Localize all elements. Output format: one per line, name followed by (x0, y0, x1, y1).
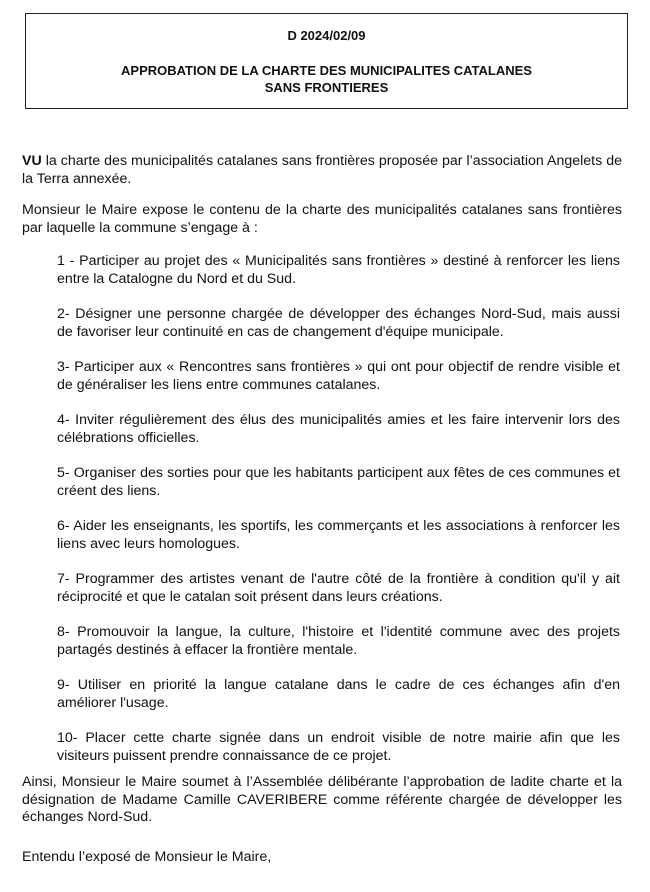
commitment-item: 10- Placer cette charte signée dans un endroit visible de notre mairie afin que les visiteurs puissent prendre connaissance de ce projet. (57, 730, 620, 764)
vu-paragraph (22, 153, 622, 188)
closing-paragraph: Ainsi, Monsieur le Maire soumet à l’Assemblée délibérante l’approbation de ladite charte et la désignation de Madame Camille CAVERIBERE comme référente chargée de développer les échanges Nord-Sud. (22, 774, 622, 825)
vu-text: la charte des municipalités catalanes sans frontières proposée par l’association Angelets de la Terra annexée. (22, 153, 622, 187)
commitment-item: 1 - Participer au projet des « Municipalités sans frontières » destiné à renforcer les liens entre la Catalogne du Nord et du Sud. (57, 253, 620, 287)
commitment-item: 2- Désigner une personne chargée de développer des échanges Nord-Sud, mais aussi de favoriser leur continuité en cas de changement d'équipe municipale. (57, 306, 620, 340)
vu-label: VU (22, 153, 42, 169)
expose-paragraph: Monsieur le Maire expose le contenu de la charte des municipalités catalanes sans frontières par laquelle la commune s’engage à : (22, 202, 622, 236)
header-box (25, 13, 628, 109)
deliberation-reference: D 2024/02/09 (287, 28, 366, 43)
document-title (26, 62, 627, 96)
commitment-item: 9- Utiliser en priorité la langue catalane dans le cadre de ces échanges afin d'en améliorer l'usage. (57, 677, 620, 711)
commitment-item: 6- Aider les enseignants, les sportifs, les commerçants et les associations à renforcer les liens avec leurs homologues. (57, 518, 620, 552)
commitment-item: 4- Inviter régulièrement des élus des municipalités amies et les faire intervenir lors des célébrations officielles. (57, 412, 620, 446)
commitment-list (57, 253, 620, 783)
commitment-item: 3- Participer aux « Rencontres sans frontières » qui ont pour objectif de rendre visible et de généraliser les liens entre communes catalanes. (57, 359, 620, 393)
commitment-item: 5- Organiser des sorties pour que les habitants participent aux fêtes de ces communes et créent des liens. (57, 465, 620, 499)
title-line-1: APPROBATION DE LA CHARTE DES MUNICIPALITES CATALANES (121, 62, 532, 78)
commitment-item: 7- Programmer des artistes venant de l'autre côté de la frontière à condition qu'il y ait réciprocité et que le catalan soit présent dans leurs créations. (57, 571, 620, 605)
commitment-item: 8- Promouvoir la langue, la culture, l'histoire et l'identité commune avec des projets partagés destinés à effacer la frontière mentale. (57, 624, 620, 658)
entendu-line: Entendu l’exposé de Monsieur le Maire, (22, 849, 272, 865)
title-line-2: SANS FRONTIERES (264, 79, 389, 95)
